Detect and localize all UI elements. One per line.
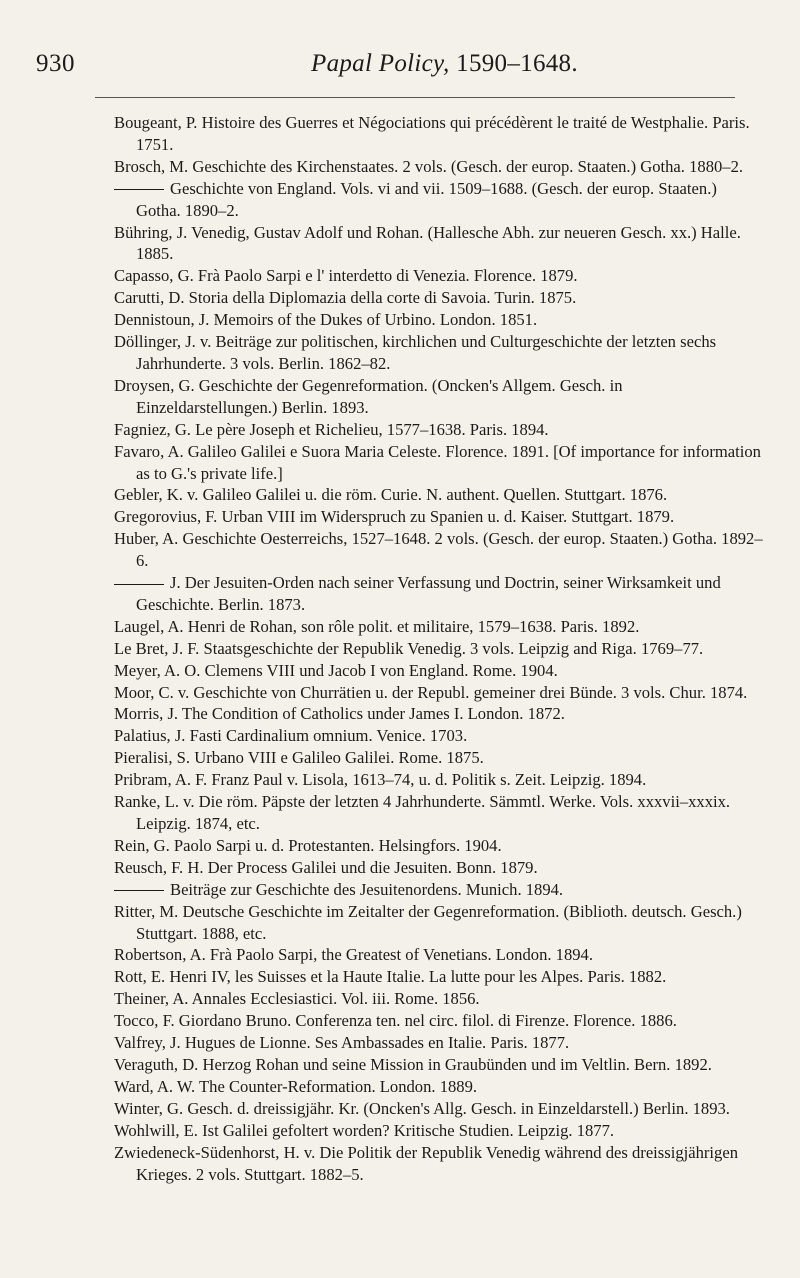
bibliography-entry [114,1098,764,1120]
running-header [36,50,736,90]
bibliography-entry [114,1054,764,1076]
entry-author: Wohlwill, E. [114,1120,198,1140]
entry-text: Der Process Galilei und die Jesuiten. Bonn. 1879. [203,857,538,877]
entry-text: Geschichte Oesterreichs, 1527–1648. 2 vols. (Gesch. der europ. Staaten.) Gotha. 1892–6. [136,529,763,571]
entry-author: Ritter, M. [114,901,179,921]
entry-text: Giordano Bruno. Conferenza ten. nel circ. filol. di Firenze. Florence. 1886. [174,1011,677,1031]
entry-text: The Condition of Catholics under James I. London. 1872. [178,704,565,724]
running-title-italic: Papal Policy, [311,50,450,77]
bibliography-entry [114,441,764,485]
entry-author: Favaro, A. [114,441,184,461]
entry-text: J. Der Jesuiten-Orden nach seiner Verfassung und Doctrin, seiner Wirksamkeit und Geschichte. Berlin. 1873. [136,573,721,614]
entry-author: Zwiedeneck-Südenhorst, H. v. [114,1142,316,1162]
bibliography-entry [114,703,764,725]
bibliography-entry [114,156,764,178]
entry-author: Tocco, F. [114,1011,175,1031]
ditto-dash [114,189,164,190]
entry-author: Palatius, J. [114,726,186,746]
entry-author: Bühring, J. [114,222,188,242]
entry-author: Brosch, M. [114,156,189,176]
bibliography-entry [114,375,764,419]
bibliography-entry [114,265,764,287]
entry-author: Le Bret, J. F. [114,638,200,658]
entry-text: Paolo Sarpi u. d. Protestanten. Helsingfors. 1904. [169,835,502,855]
bibliography-entry [114,1142,764,1186]
bibliography-entry [114,988,764,1010]
bibliography-entry [114,178,764,222]
entry-text: Herzog Rohan und seine Mission in Graubünden und im Veltlin. Bern. 1892. [198,1054,712,1074]
entry-author: Döllinger, J. v. [114,332,212,352]
bibliography-entry [114,1010,764,1032]
entry-author: Rein, G. [114,835,170,855]
bibliography-entry [114,484,764,506]
entry-text: Ist Galilei gefoltert worden? Kritische Studien. Leipzig. 1877. [197,1120,615,1140]
entry-author: Laugel, A. [114,616,184,636]
bibliography-entry [114,857,764,879]
entry-text: Geschichte der Gegenreformation. (Oncken's Allgem. Gesch. in Einzeldarstellungen.) Berlin. 1893. [136,375,623,417]
entry-text: Henri IV, les Suisses et la Haute Italie. La lutte pour les Alpes. Paris. 1882. [165,967,667,987]
entry-text: Staatsgeschichte der Republik Venedig. 3 vols. Leipzig and Riga. 1769–77. [199,638,704,658]
entry-author: Reusch, F. H. [114,857,204,877]
bibliography-entry [114,331,764,375]
bibliography-entry [114,769,764,791]
entry-author: Robertson, A. [114,945,206,965]
bibliography-entry [114,287,764,309]
bibliography-entry [114,638,764,660]
bibliography-entry [114,725,764,747]
bibliography-entry [114,222,764,266]
entry-text: Fasti Cardinalium omnium. Venice. 1703. [185,726,468,746]
entry-text: Histoire des Guerres et Négociations qui précédèrent le traité de Westphalie. Paris. 1751. [136,113,750,154]
running-title-years: 1590–1648. [456,50,578,77]
bibliography-entry [114,1076,764,1098]
entry-author: Rott, E. [114,967,166,987]
entry-author: Droysen, G. [114,375,195,395]
bibliography-entry [114,944,764,966]
ditto-dash [114,584,164,585]
bibliography-entry [114,901,764,945]
entry-text: Geschichte des Kirchenstaates. 2 vols. (Gesch. der europ. Staaten.) Gotha. 1880–2. [188,156,744,176]
entry-text: Die Politik der Republik Venedig während des dreissigjährigen Krieges. 2 vols. Stuttgart. 1882–5. [136,1142,738,1184]
entry-author: Huber, A. [114,529,179,549]
entry-author: Winter, G. [114,1098,184,1118]
ditto-dash [114,890,164,891]
entry-author: Moor, C. v. [114,682,190,702]
entry-author: Gregorovius, F. [114,507,218,527]
bibliography-entry [114,112,764,156]
entry-author: Carutti, D. [114,288,185,308]
entry-author: Theiner, A. [114,989,189,1009]
entry-text: Storia della Diplomazia della corte di Savoia. Turin. 1875. [184,288,577,308]
running-title [311,50,578,78]
entry-text: Henri de Rohan, son rôle polit. et militaire, 1579–1638. Paris. 1892. [183,616,640,636]
entry-text: Galileo Galilei e Suora Maria Celeste. Florence. 1891. [Of importance for information as to G.'s private life.] [136,441,761,483]
entry-author: Bougeant, P. [114,113,198,132]
header-rule [95,97,735,98]
entry-author: Morris, J. [114,704,179,724]
bibliography-entry [114,1032,764,1054]
page-number: 930 [36,50,75,77]
entry-author: Gebler, K. v. [114,485,199,505]
bibliography-entry [114,1120,764,1142]
bibliography-entry [114,879,764,901]
entry-author: Pieralisi, S. [114,748,191,768]
bibliography-entry [114,528,764,572]
entry-text: Frà Paolo Sarpi e l' interdetto di Venezia. Florence. 1879. [193,266,578,286]
bibliography-entry [114,835,764,857]
bibliography-entry [114,682,764,704]
bibliography-entry [114,791,764,835]
entry-author: Dennistoun, J. [114,310,210,330]
entry-author: Capasso, G. [114,266,194,286]
entry-author: Veraguth, D. [114,1054,199,1074]
entry-text: Geschichte von England. Vols. vi and vii. 1509–1688. (Gesch. der europ. Staaten.) Gotha. 1890–2. [136,178,717,220]
entry-author: Valfrey, J. [114,1033,181,1053]
bibliography-list [114,112,764,1185]
bibliography-entry [114,966,764,988]
bibliography-entry [114,419,764,441]
bibliography-entry [114,309,764,331]
entry-text: Die röm. Päpste der letzten 4 Jahrhunderte. Sämmtl. Werke. Vols. xxxvii–xxxix. Leipzig. 1874, etc. [136,792,731,833]
entry-text: Franz Paul v. Lisola, 1613–74, u. d. Politik s. Zeit. Leipzig. 1894. [207,770,647,790]
bibliography-entry [114,572,764,616]
entry-text: Urban VIII im Widerspruch zu Spanien u. d. Kaiser. Stuttgart. 1879. [217,507,675,527]
entry-author: Pribram, A. F. [114,770,208,790]
entry-text: Venedig, Gustav Adolf und Rohan. (Hallesche Abh. zur neueren Gesch. xx.) Halle. 1885. [136,222,741,264]
entry-text: Urbano VIII e Galileo Galilei. Rome. 1875. [190,748,484,768]
entry-text: Galileo Galilei u. die röm. Curie. N. authent. Quellen. Stuttgart. 1876. [198,485,668,505]
entry-author: Fagniez, G. [114,419,191,439]
bibliography-entry [114,660,764,682]
entry-author: Meyer, A. O. [114,660,201,680]
entry-text: Annales Ecclesiastici. Vol. iii. Rome. 1856. [188,989,480,1009]
entry-author: Ranke, L. v. [114,792,195,812]
bibliography-entry [114,506,764,528]
entry-text: The Counter-Reformation. London. 1889. [195,1076,478,1096]
entry-author: Ward, A. W. [114,1076,196,1096]
entry-text: Beiträge zur politischen, kirchlichen und Culturgeschichte der letzten sechs Jahrhunderte. 3 vols. Berlin. 1862–82. [136,332,717,373]
entry-text: Gesch. d. dreissigjähr. Kr. (Oncken's Allg. Gesch. in Einzeldarstell.) Berlin. 1893. [183,1098,730,1118]
entry-text: Hugues de Lionne. Ses Ambassades en Italie. Paris. 1877. [180,1033,570,1053]
entry-text: Deutsche Geschichte im Zeitalter der Gegenreformation. (Biblioth. deutsch. Gesch.) Stuttgart. 1888, etc. [136,901,742,943]
entry-text: Memoirs of the Dukes of Urbino. London. 1851. [209,310,538,330]
bibliography-entry [114,747,764,769]
entry-text: Clemens VIII und Jacob I von England. Rome. 1904. [200,660,558,680]
entry-text: Geschichte von Churrätien u. der Republ. gemeiner drei Bünde. 3 vols. Chur. 1874. [189,682,748,702]
bibliography-entry [114,616,764,638]
entry-text: Beiträge zur Geschichte des Jesuitenordens. Munich. 1894. [170,879,564,899]
entry-text: Le père Joseph et Richelieu, 1577–1638. Paris. 1894. [190,419,549,439]
entry-text: Frà Paolo Sarpi, the Greatest of Venetians. London. 1894. [205,945,594,965]
